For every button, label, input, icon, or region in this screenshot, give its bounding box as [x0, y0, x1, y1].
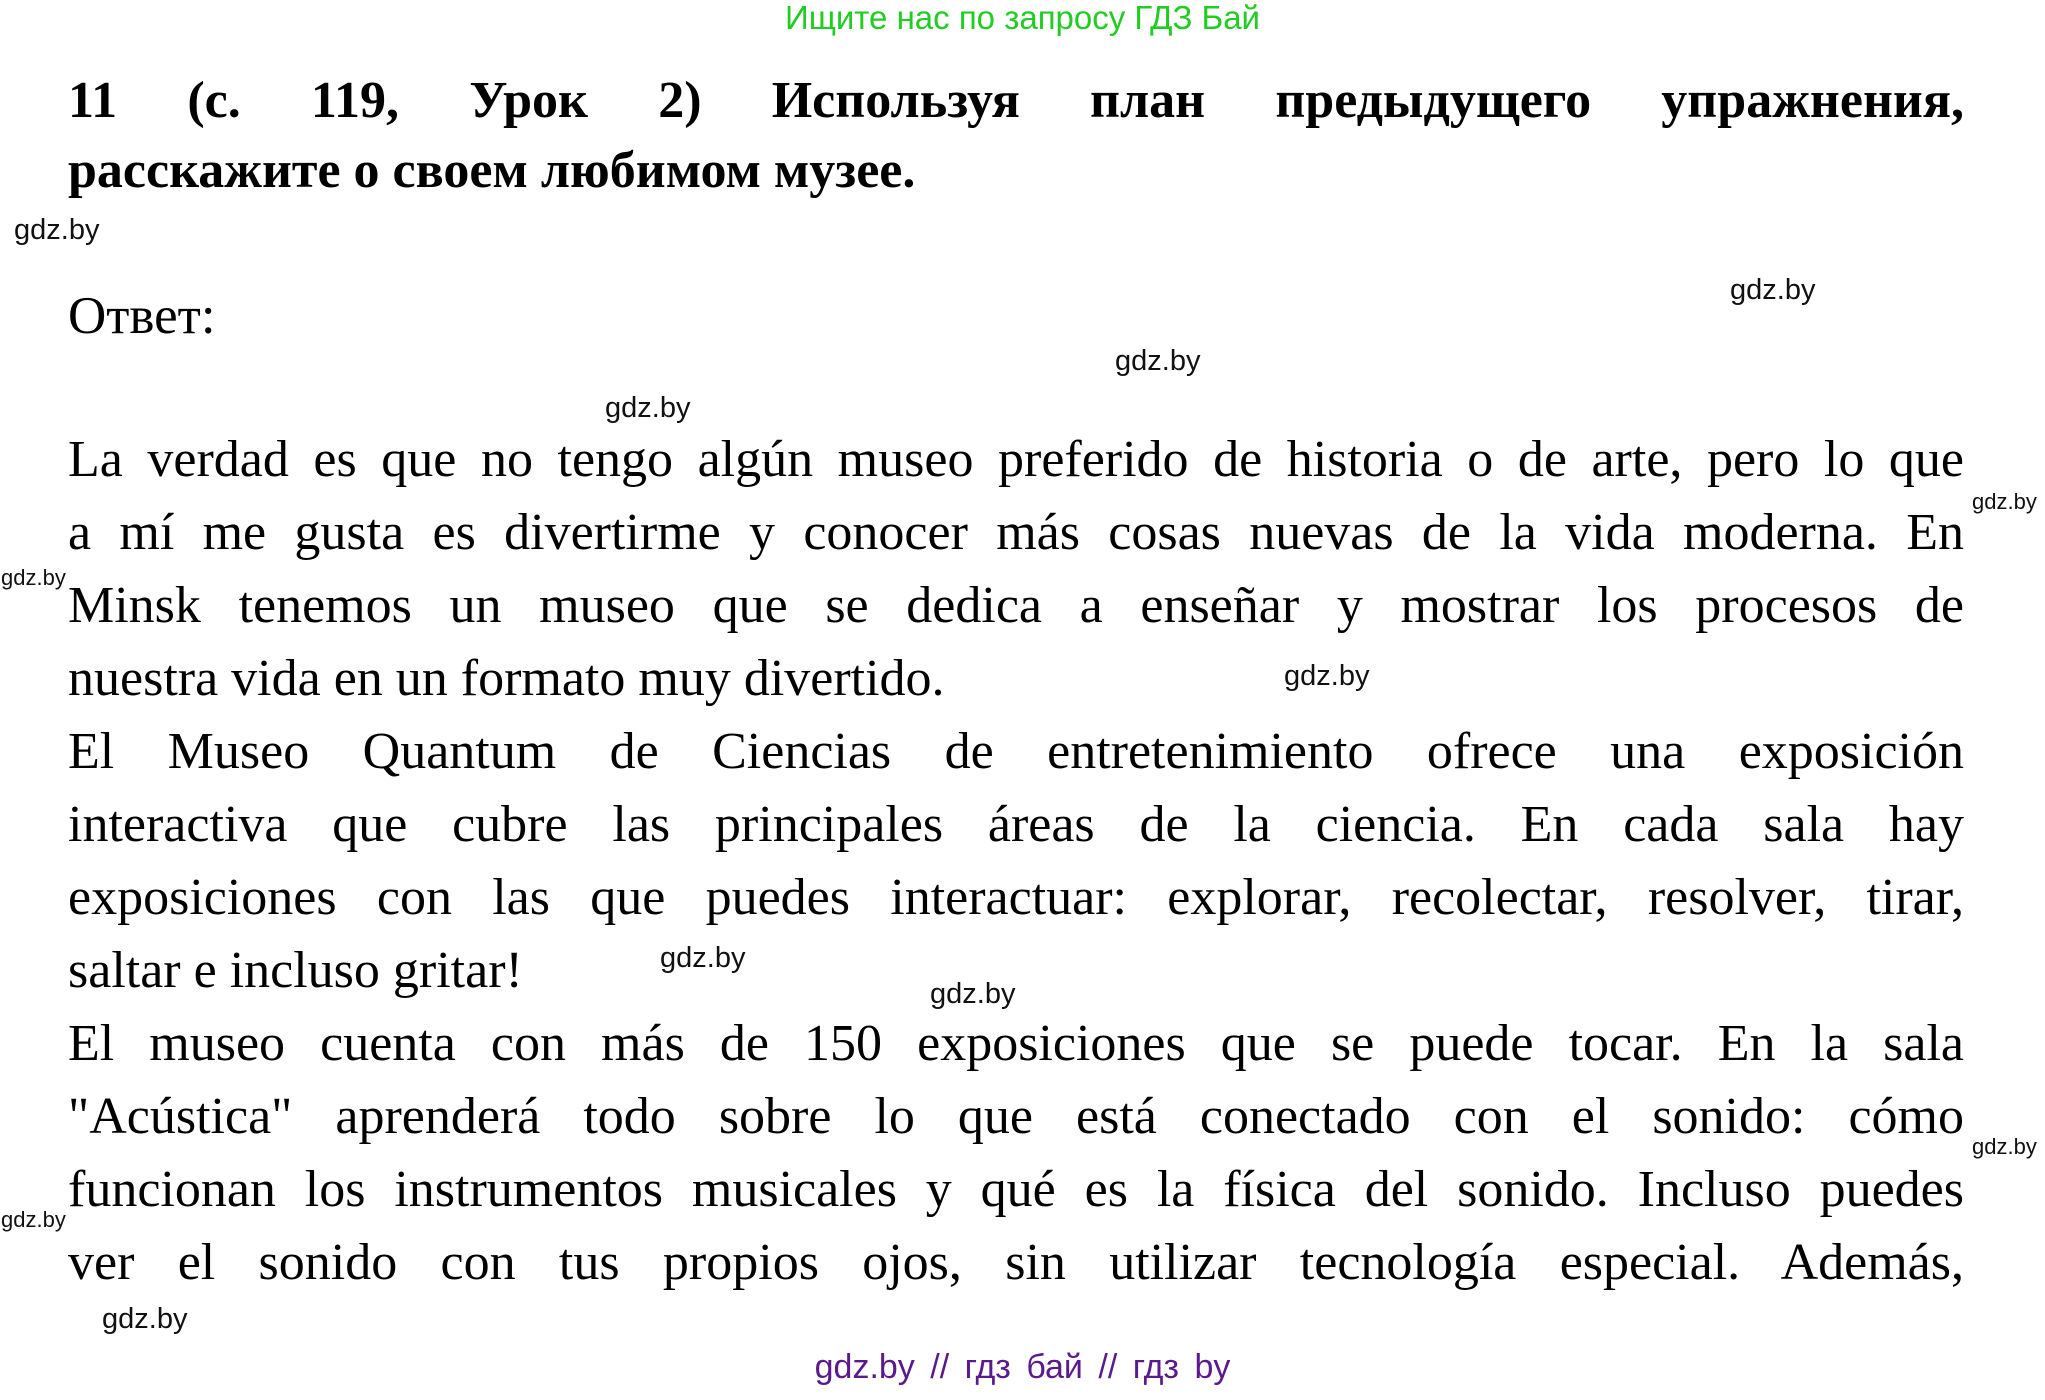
watermark: gdz.by: [660, 942, 746, 974]
body-line: Minsk tenemos un museo que se dedica a enseñar y mostrar los procesos de: [68, 577, 1964, 634]
body-line: El museo cuenta con más de 150 exposiciones que se puede tocar. En la sala: [68, 1015, 1964, 1072]
watermark: gdz.by: [1972, 1134, 2037, 1159]
body-line: interactiva que cubre las principales áreas de la ciencia. En cada sala hay: [68, 796, 1964, 853]
watermark: gdz.by: [1115, 345, 1201, 377]
body-line: "Acústica" aprenderá todo sobre lo que está conectado con el sonido: cómo: [68, 1088, 1964, 1145]
task-title-line-2: расскажите о своем любимом музее.: [68, 142, 916, 199]
search-banner: Ищите нас по запросу ГДЗ Бай: [785, 0, 1260, 36]
watermark: gdz.by: [1730, 274, 1816, 306]
body-line: nuestra vida en un formato muy divertido.: [68, 650, 945, 707]
body-line: saltar e incluso gritar!: [68, 942, 523, 999]
watermark: gdz.by: [102, 1303, 188, 1335]
watermark: gdz.by: [1284, 660, 1370, 692]
watermark: gdz.by: [930, 978, 1016, 1010]
body-line: a mí me gusta es divertirme y conocer más cosas nuevas de la vida moderna. En: [68, 504, 1964, 561]
watermark: gdz.by: [1, 1207, 66, 1232]
body-line: funcionan los instrumentos musicales y qué es la física del sonido. Incluso puedes: [68, 1161, 1964, 1218]
watermark: gdz.by: [1, 565, 66, 590]
body-line: La verdad es que no tengo algún museo preferido de historia o de arte, pero lo que: [68, 431, 1964, 488]
body-line: exposiciones con las que puedes interactuar: explorar, recolectar, resolver, tirar,: [68, 869, 1964, 926]
watermark: gdz.by: [14, 214, 100, 246]
task-title-line-1: 11 (с. 119, Урок 2) Используя план предыдущего упражнения,: [68, 72, 1964, 129]
watermark: gdz.by: [605, 392, 691, 424]
body-line: ver el sonido con tus propios ojos, sin utilizar tecnología especial. Además,: [68, 1234, 1964, 1291]
footer-links: gdz.by // гдз бай // гдз by: [814, 1348, 1231, 1386]
body-line: El Museo Quantum de Ciencias de entretenimiento ofrece una exposición: [68, 723, 1964, 780]
watermark: gdz.by: [1972, 489, 2037, 514]
answer-label: Ответ:: [68, 287, 216, 345]
